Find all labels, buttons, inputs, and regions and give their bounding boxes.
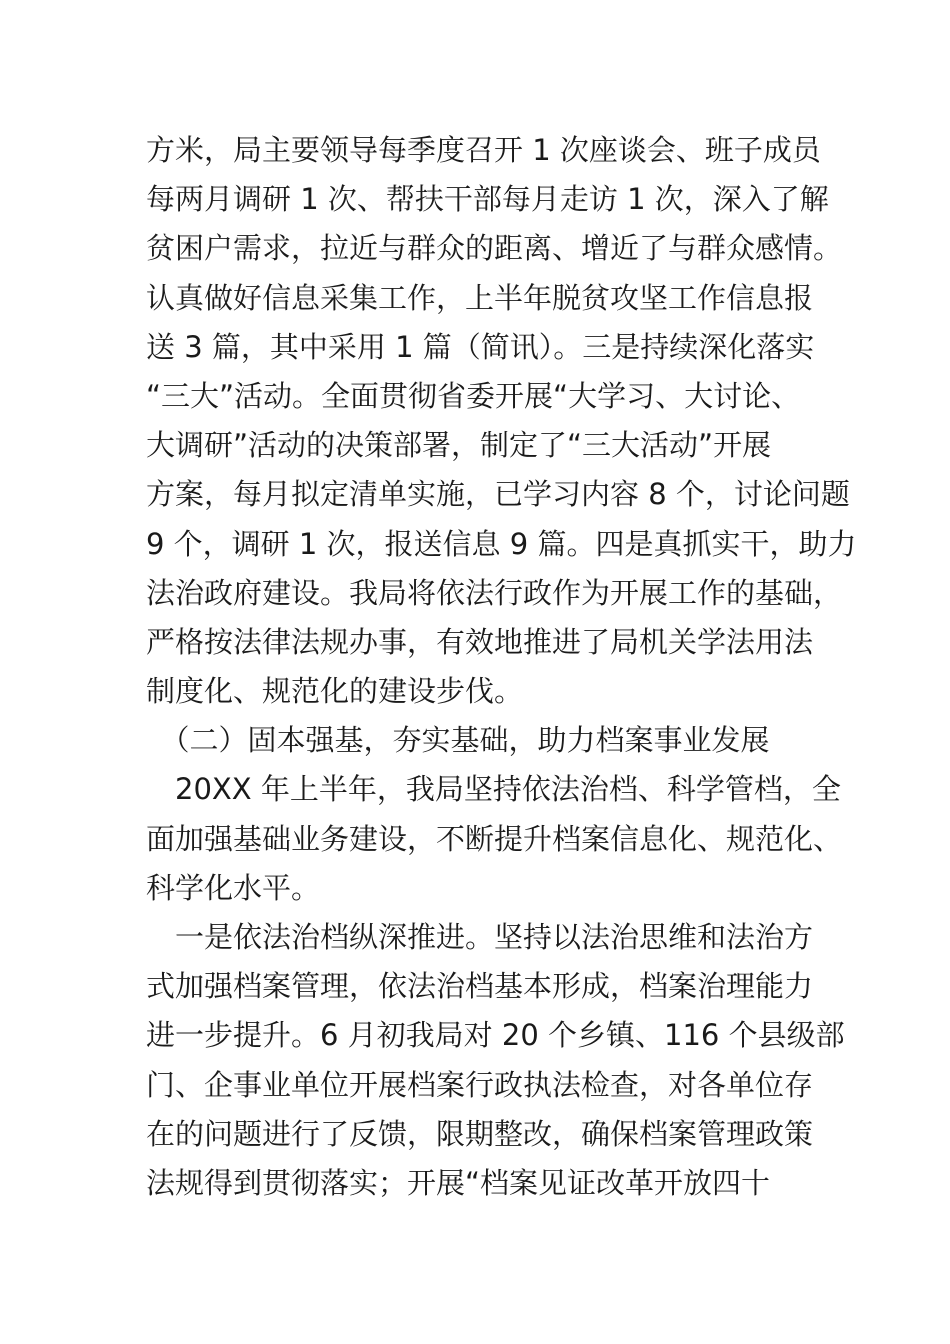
text-line: 科学化水平。 (146, 870, 321, 905)
text-line: 法规得到贯彻落实；开展“档案见证改革开放四十 (146, 1165, 771, 1200)
text-line: 式加强档案管理，依法治档基本形成，档案治理能力 (146, 969, 814, 1004)
document-body (146, 126, 857, 1208)
text-line: 方米，局主要领导每季度召开 1 次座谈会、班子成员 (146, 133, 821, 167)
section-heading: （二）固本强基，夯实基础，助力档案事业发展 (146, 723, 770, 758)
text-line: 送 3 篇，其中采用 1 篇（简讯）。三是持续深化落实 (146, 329, 815, 364)
text-line: 认真做好信息采集工作，上半年脱贫攻坚工作信息报 (146, 280, 814, 315)
text-line: 每两月调研 1 次、帮扶干部每月走访 1 次，深入了解 (146, 182, 829, 217)
text-line: “三大”活动。全面贯彻省委开展“大学习、大讨论、 (146, 378, 801, 413)
text-line: 一是依法治档纵深推进。坚持以法治思维和法治方 (146, 920, 814, 954)
text-line: 严格按法律法规办事，有效地推进了局机关学法用法 (146, 624, 814, 659)
text-line: 制度化、规范化的建设步伐。 (146, 674, 524, 709)
text-line: 在的问题进行了反馈，限期整改，确保档案管理政策 (146, 1116, 814, 1151)
text-line: 20XX 年上半年，我局坚持依法治档、科学管档，全 (146, 772, 841, 807)
text-line: 法治政府建设。我局将依法行政作为开展工作的基础， (146, 575, 843, 610)
text-line: 大调研”活动的决策部署，制定了“三大活动”开展 (146, 428, 772, 463)
text-line: 门、企事业单位开展档案行政执法检查，对各单位存 (146, 1067, 814, 1102)
text-line: 9 个，调研 1 次，报送信息 9 篇。四是真抓实干，助力 (146, 526, 857, 561)
text-line: 贫困户需求，拉近与群众的距离、增近了与群众感情。 (146, 231, 843, 266)
text-line: 方案，每月拟定清单实施，已学习内容 8 个，讨论问题 (146, 477, 850, 512)
text-line: 面加强基础业务建设，不断提升档案信息化、规范化、 (146, 821, 843, 856)
text-line: 进一步提升。6 月初我局对 20 个乡镇、116 个县级部 (146, 1018, 845, 1053)
